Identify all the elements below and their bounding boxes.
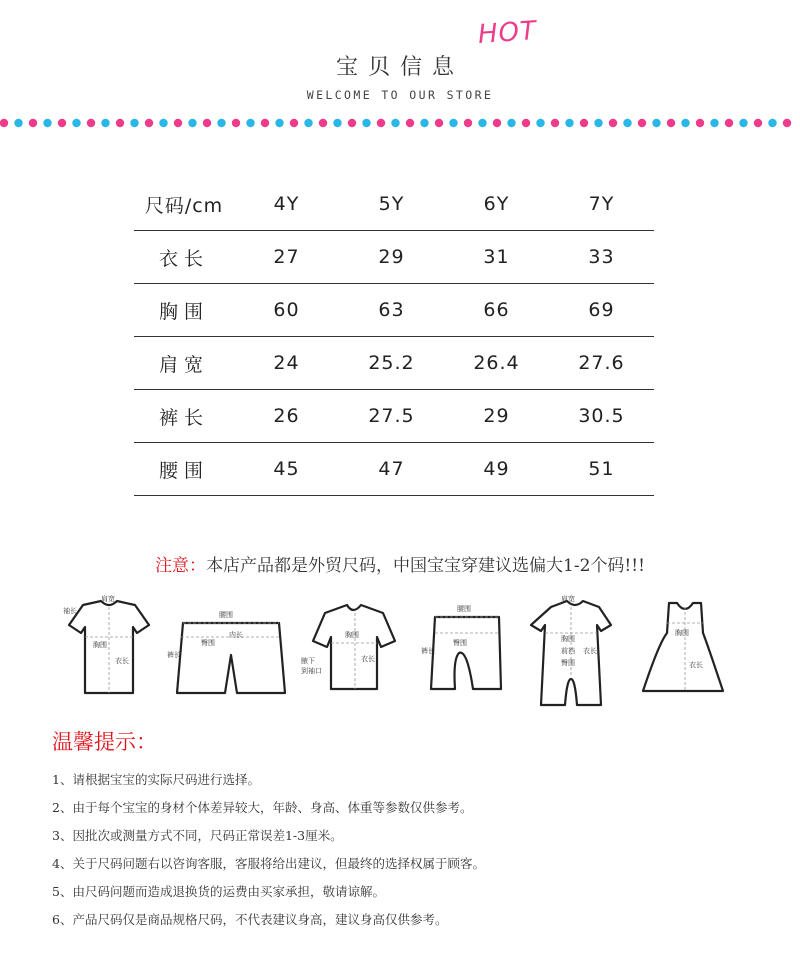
diagram-label: 裤长 [421,647,435,655]
table-cell: 60 [234,284,339,337]
dress-icon [643,603,723,691]
divider-dot [435,119,443,127]
row-label: 衣长 [134,231,234,284]
table-header-cell: 5Y [339,178,444,231]
diagram-label: 胸围 [561,635,575,643]
table-header-cell: 尺码/cm [134,178,234,231]
divider-dot [594,119,602,127]
notice-text: 本店产品都是外贸尺码，中国宝宝穿建议选偏大1-2个码!!! [206,556,645,576]
divider-dot [72,119,80,127]
table-cell: 29 [444,390,549,443]
table-row [134,390,654,443]
row-label: 腰围 [134,443,234,496]
diagram-label: 臀围 [453,639,467,647]
divider-dot [464,119,472,127]
diagram-label: 臀围 [561,659,575,667]
divider-dot [580,119,588,127]
table-cell: 47 [339,443,444,496]
divider-dot [290,119,298,127]
divider-dot [493,119,501,127]
table-row [134,443,654,496]
divider-dot [14,119,22,127]
diagram-label: 裤长 [167,651,181,659]
divider-dot [406,119,414,127]
table-row [134,284,654,337]
divider-dot [536,119,544,127]
table-cell: 24 [234,337,339,390]
table-cell: 69 [549,284,654,337]
divider-dot [739,119,747,127]
row-label: 裤长 [134,390,234,443]
list-item: 3、因批次或测量方式不同，尺码正常误差1-3厘米。 [52,828,343,843]
divider-dot [623,119,631,127]
divider-dot [681,119,689,127]
measurement-diagrams [55,593,745,715]
table-cell: 25.2 [339,337,444,390]
divider-dot [261,119,269,127]
table-cell: 26 [234,390,339,443]
divider-dot [377,119,385,127]
table-header-cell: 7Y [549,178,654,231]
list-item: 2、由于每个宝宝的身材个体差异较大，年龄、身高、体重等参数仅供参考。 [52,800,473,815]
divider-dot [232,119,240,127]
divider-dot [391,119,399,127]
table-cell: 31 [444,231,549,284]
divider-dot [145,119,153,127]
diagram-label: 袖长 [63,607,77,615]
tips-heading: 温馨提示： [52,730,157,754]
divider-dot [87,119,95,127]
size-table [134,178,654,496]
divider-dot [43,119,51,127]
divider-dot [507,119,515,127]
diagram-label: 肩宽 [561,595,575,603]
diagram-label: 衣长 [115,657,129,665]
diagram-label: 衣长 [689,661,703,669]
table-cell: 30.5 [549,390,654,443]
diagram-label: 胸围 [93,641,107,649]
table-cell: 63 [339,284,444,337]
divider-dot [246,119,254,127]
divider-dot [29,119,37,127]
diagram-label: 内长 [229,631,243,639]
divider-dot [449,119,457,127]
list-item: 5、由尺码问题而造成退换货的运费由买家承担，敬请谅解。 [52,884,385,899]
diagram-label: 肩宽 [101,595,115,603]
divider-dot [725,119,733,127]
divider-dot [696,119,704,127]
page-subtitle: WELCOME TO OUR STORE [306,88,494,102]
table-row [134,337,654,390]
diagram-label: 腋下 [301,657,315,665]
diagram-label: 到袖口 [301,667,322,675]
size-notice [0,551,800,576]
divider-dot [0,119,8,127]
divider-dot [333,119,341,127]
divider-dot [652,119,660,127]
diagram-label: 腰围 [219,611,233,619]
diagram-label: 衣长 [583,647,597,655]
table-cell: 27.5 [339,390,444,443]
divider-dot [362,119,370,127]
diagram-label: 前裆 [561,647,575,655]
diagram-label: 腰围 [457,605,471,613]
divider-dot [667,119,675,127]
hot-badge: HOT [477,15,538,51]
table-cell: 45 [234,443,339,496]
divider-dot [754,119,762,127]
divider-dot [348,119,356,127]
notice-label: 注意： [155,556,207,576]
list-item: 4、关于尺码问题右以咨询客服，客服将给出建议，但最终的选择权属于顾客。 [52,856,485,871]
table-header-row [134,178,654,231]
divider-dot [609,119,617,127]
divider-dot [203,119,211,127]
divider-dot [551,119,559,127]
row-label: 肩宽 [134,337,234,390]
divider-dot [565,119,573,127]
table-cell: 29 [339,231,444,284]
divider-dot [58,119,66,127]
tips-list [52,766,485,934]
table-cell: 33 [549,231,654,284]
table-cell: 26.4 [444,337,549,390]
divider-dot [101,119,109,127]
divider-dot [159,119,167,127]
row-label: 胸围 [134,284,234,337]
table-header-cell: 6Y [444,178,549,231]
table-header-cell: 4Y [234,178,339,231]
divider-dot [638,119,646,127]
divider-dot [420,119,428,127]
table-cell: 66 [444,284,549,337]
diagram-label: 衣长 [361,655,375,663]
divider-dot [478,119,486,127]
dotted-divider [0,116,800,130]
list-item: 6、产品尺码仅是商品规格尺码，不代表建议身高，建议身高仅供参考。 [52,912,448,927]
pants-icon [431,617,501,689]
table-cell: 51 [549,443,654,496]
page-title: 宝贝信息 [335,55,464,80]
divider-dot [710,119,718,127]
divider-dot [174,119,182,127]
table-cell: 49 [444,443,549,496]
list-item: 1、请根据宝宝的实际尺码进行选择。 [52,772,260,787]
diagram-label: 胸围 [675,629,689,637]
divider-dot [188,119,196,127]
table-row [134,231,654,284]
divider-dot [768,119,776,127]
divider-dot [304,119,312,127]
divider-dot [783,119,791,127]
divider-dot [217,119,225,127]
divider-dot [522,119,530,127]
divider-dot [130,119,138,127]
diagram-label: 臀围 [201,639,215,647]
divider-dot [116,119,124,127]
divider-dot [275,119,283,127]
divider-dot [319,119,327,127]
table-cell: 27.6 [549,337,654,390]
raglan-shirt-icon [313,605,395,689]
diagram-label: 胸围 [345,631,359,639]
table-cell: 27 [234,231,339,284]
